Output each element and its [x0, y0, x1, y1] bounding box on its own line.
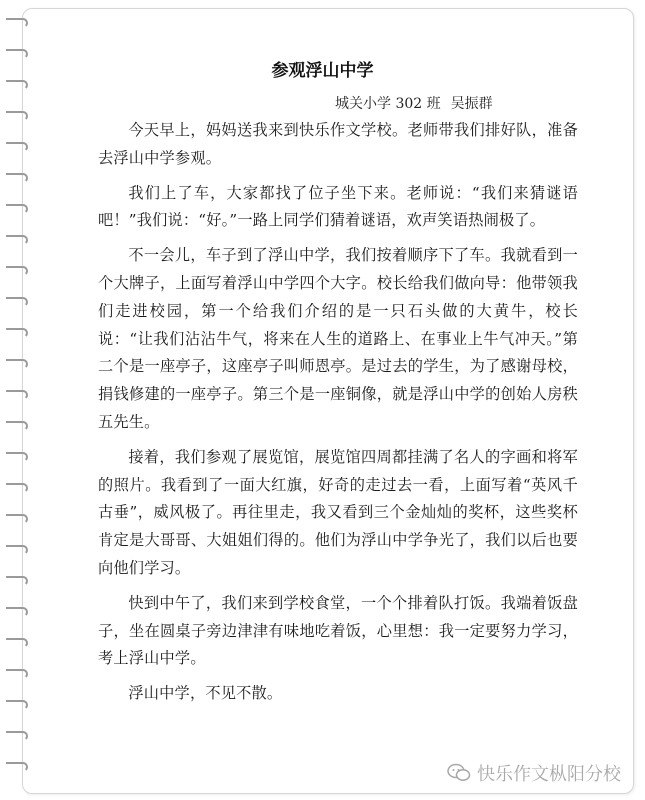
paragraph-1: 今天早上，妈妈送我来到快乐作文学校。老师带我们排好队，准备去浮山中学参观。 — [98, 121, 578, 167]
binding-ring — [6, 18, 28, 28]
watermark — [447, 760, 621, 786]
essay-body — [98, 117, 578, 715]
binding-ring — [6, 452, 28, 462]
binding-ring — [6, 235, 28, 245]
binding-ring — [6, 390, 28, 400]
binding-ring — [6, 669, 28, 679]
binding-ring — [6, 483, 28, 493]
paragraph-6: 浮山中学，不见不散。 — [128, 684, 283, 703]
spiral-binding — [6, 18, 36, 788]
author-name: 吴振群 — [450, 96, 493, 112]
binding-ring — [6, 173, 28, 183]
wechat-icon — [447, 763, 471, 783]
binding-ring — [6, 607, 28, 617]
binding-ring — [6, 762, 28, 772]
binding-ring — [6, 731, 28, 741]
paragraph-5: 快到中午了，我们来到学校食堂，一个个排着队打饭。我端着饭盘子，坐在圆桌子旁边津津有味地吃着饭，心里想：我一定要努力学习，考上浮山中学。 — [98, 593, 578, 668]
binding-ring — [6, 638, 28, 648]
essay-title: 参观浮山中学 — [271, 61, 374, 81]
binding-ring — [6, 297, 28, 307]
paragraph-2: 我们上了车，大家都找了位子坐下来。老师说：“我们来猜谜语吧！”我们说：“好。”一路上同学们猜着谜语，欢声笑语热闹极了。 — [98, 183, 578, 230]
binding-ring — [6, 204, 28, 214]
binding-ring — [6, 328, 28, 338]
binding-ring — [6, 700, 28, 710]
binding-ring — [6, 545, 28, 555]
binding-ring — [6, 514, 28, 524]
binding-ring — [6, 359, 28, 369]
paragraph-4: 接着，我们参观了展览馆，展览馆四周都挂满了名人的字画和将军的照片。我看到了一面大红旗，好奇的走过去一看，上面写着“英风千古垂”，威风极了。再往里走，我又看到三个金灿灿的奖杯，这些奖杯肯定是大哥哥、大姐姐们得的。他们为浮山中学争光了，我们以后也要向他们学习。 — [98, 447, 578, 577]
paragraph-3: 不一会儿，车子到了浮山中学，我们按着顺序下了车。我就看到一个大牌子，上面写着浮山中学四个大字。校长给我们做向导：他带领我们走进校园，第一个给我们介绍的是一只石头做的大黄牛，校长说：“让我们沾沾牛气，将来在人生的道路上、在事业上牛气冲天。”第二个是一座亭子，这座亭子叫师恩亭。是过去的学生，为了感谢母校，捐钱修建的一座亭子。第三个是一座铜像，就是浮山中学的创始人房秩五先生。 — [98, 246, 578, 431]
author-line — [335, 93, 503, 113]
watermark-text: 快乐作文枞阳分校 — [477, 764, 621, 785]
binding-ring — [6, 80, 28, 90]
binding-ring — [6, 111, 28, 121]
binding-ring — [6, 142, 28, 152]
binding-ring — [6, 266, 28, 276]
author-class: 城关小学 302 班 — [335, 96, 441, 112]
binding-ring — [6, 576, 28, 586]
binding-ring — [6, 421, 28, 431]
